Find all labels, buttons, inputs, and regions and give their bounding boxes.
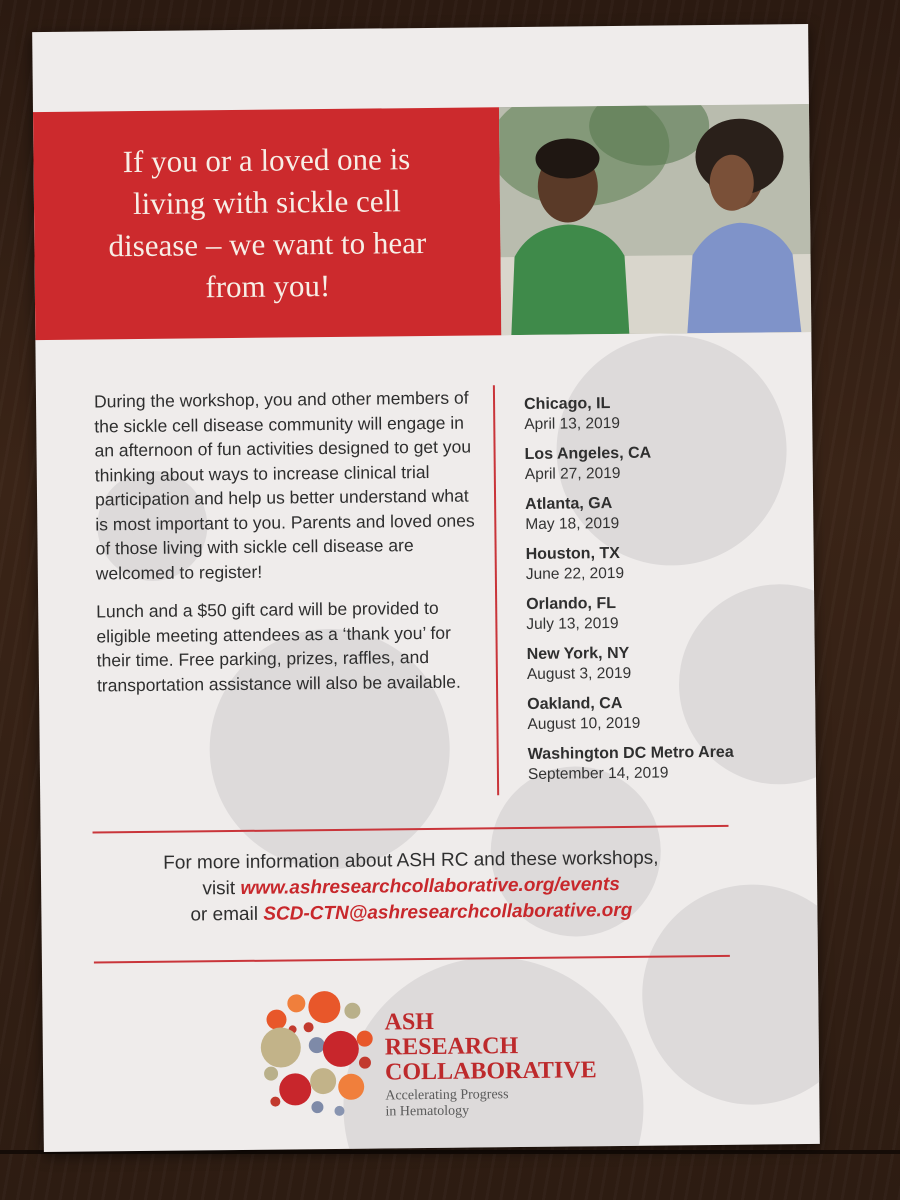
event-date: September 14, 2019 [527,764,669,783]
event-city: New York, NY [526,644,630,663]
event-item [525,492,785,535]
event-city: Los Angeles, CA [524,444,652,463]
headline: If you or a loved one is living with sickle cell disease – we want to hear from you! [108,141,427,305]
event-item [524,392,784,435]
event-city: Oakland, CA [527,694,623,713]
event-date: May 18, 2019 [525,514,620,533]
logo-wordmark [384,1008,596,1085]
email-label: or email [190,903,259,926]
contact-info [93,845,730,930]
logo-tagline [385,1087,509,1120]
benefits-paragraph: Lunch and a $50 gift card will be provided to eligible meeting attendees as a ‘thank you’ for their time. Free parking, prizes, raffles, and transportation assistance will also be available. [96,597,461,695]
column-divider [493,385,499,795]
website-link[interactable]: www.ashresearchcollaborative.org/events [240,873,620,899]
ash-research-collaborative-logo [256,986,657,1130]
bottom-divider-rule [94,955,730,964]
info-email-line [93,897,729,930]
logo-line: ASH [384,1008,435,1036]
event-item [526,592,786,635]
hero-photo [499,104,811,335]
info-line: For more information about ASH RC and these workshops, [163,847,659,874]
event-item [527,692,787,735]
workshop-events-list [524,392,788,795]
event-date: April 27, 2019 [524,464,621,483]
description-paragraph: During the workshop, you and other members of the sickle cell disease community will engage in an afternoon of fun activities designed to get you thinking about ways to increase clinical trial participation and help us better understand what is most important to you. Parents and loved ones of those living with sickle cell disease are welcomed to register! [93,387,475,583]
logo-line: COLLABORATIVE [384,1057,597,1086]
event-item [528,742,788,785]
event-date: June 22, 2019 [525,564,625,583]
event-city: Orlando, FL [526,595,617,613]
event-date: April 13, 2019 [524,414,621,433]
event-item [525,442,785,485]
event-city: Chicago, IL [523,395,611,413]
event-date: August 3, 2019 [526,664,632,683]
event-date: August 10, 2019 [527,714,641,733]
logo-line: RESEARCH [384,1033,519,1061]
logo-dots-icon [256,989,377,1120]
event-city: Houston, TX [525,544,620,563]
event-city: Washington DC Metro Area [527,743,734,763]
description-column [94,385,479,711]
tagline-line: Accelerating Progress [385,1087,509,1104]
email-link[interactable]: SCD-CTN@ashresearchcollaborative.org [263,899,633,925]
tagline-line: in Hematology [385,1103,470,1120]
visit-label: visit [202,878,236,900]
headline-banner [33,107,501,340]
event-city: Atlanta, GA [525,495,613,513]
photo-illustration [499,104,811,335]
event-item [526,542,786,585]
event-date: July 13, 2019 [526,614,619,633]
flyer-card [32,24,820,1152]
event-item [527,642,787,685]
